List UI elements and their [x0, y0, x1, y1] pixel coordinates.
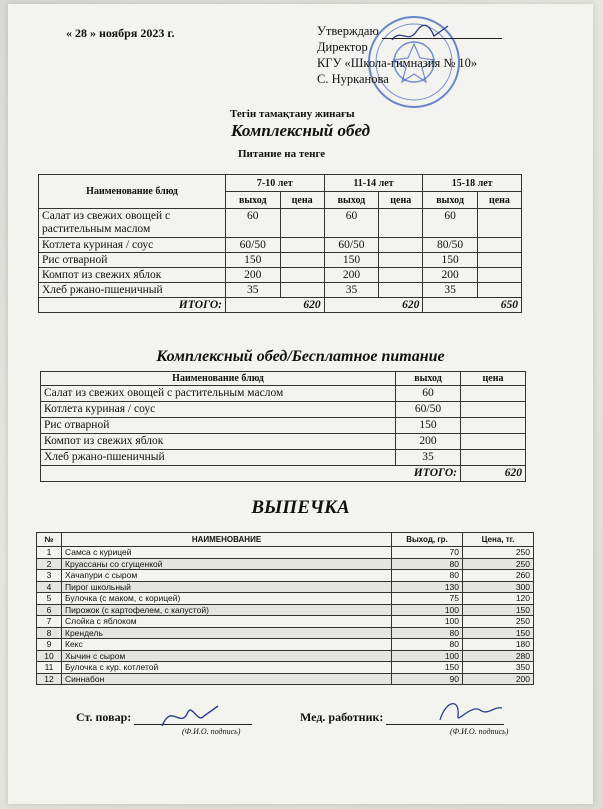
item-price: 260	[463, 570, 534, 582]
dish-output: 60	[324, 209, 379, 238]
table-row	[41, 434, 526, 450]
menu1-header-age: 15-18 лет	[423, 175, 522, 192]
menu1-subheader: выход	[324, 192, 379, 209]
row-number: 11	[37, 662, 62, 674]
menu1-table	[38, 174, 522, 313]
item-price: 200	[463, 673, 534, 685]
item-name: Синнабон	[62, 673, 392, 685]
item-price: 280	[463, 650, 534, 662]
menu1-subtitle: Питание на тенге	[238, 148, 326, 160]
approve-director-name: С. Нурканова	[317, 72, 389, 86]
item-name: Самса с курицей	[62, 547, 392, 559]
table-row	[37, 558, 534, 570]
approve-school: КГУ «Школа-гимназия № 10»	[317, 56, 478, 70]
bakery-title: ВЫПЕЧКА	[251, 497, 350, 518]
item-output: 100	[392, 604, 463, 616]
item-output: 80	[392, 558, 463, 570]
table-row	[41, 402, 526, 418]
menu1-subheader: цена	[379, 192, 423, 209]
item-price: 350	[463, 662, 534, 674]
item-output: 100	[392, 650, 463, 662]
menu1-subheader: выход	[226, 192, 281, 209]
table-row	[37, 547, 534, 559]
item-price: 180	[463, 639, 534, 651]
row-number: 10	[37, 650, 62, 662]
item-output: 80	[392, 639, 463, 651]
total-value: 620	[324, 298, 423, 313]
total-row	[41, 466, 526, 482]
item-output: 90	[392, 673, 463, 685]
dish-name: Хлеб ржано-пшеничный	[39, 283, 226, 298]
table-row	[37, 581, 534, 593]
medic-label: Мед. работник:	[300, 710, 384, 724]
dish-output: 60	[423, 209, 478, 238]
item-name: Слойка с яблоком	[62, 616, 392, 628]
table-row	[41, 450, 526, 466]
item-output: 150	[392, 662, 463, 674]
cook-signature-scribble-icon	[158, 698, 222, 734]
approve-position: Директор	[317, 40, 368, 54]
dish-name: Котлета куриная / соус	[41, 402, 396, 418]
item-name: Хычин с сыром	[62, 650, 392, 662]
table-row	[37, 616, 534, 628]
menu1-subheader: выход	[423, 192, 478, 209]
dish-name: Котлета куриная / соус	[39, 238, 226, 253]
free-meal-label: Тегін тамақтану жинағы	[230, 108, 355, 120]
menu2-title: Комплексный обед/Бесплатное питание	[156, 348, 445, 365]
item-price: 300	[463, 581, 534, 593]
item-name: Круассаны со сгущенкой	[62, 558, 392, 570]
dish-name: Рис отварной	[41, 418, 396, 434]
menu1-header-dish: Наименование блюд	[39, 175, 226, 209]
dish-output: 60/50	[396, 402, 461, 418]
menu2-header-output: выход	[396, 372, 461, 386]
bakery-table	[36, 532, 534, 685]
bakery-header-price: Цена, тг.	[463, 533, 534, 547]
dish-name: Хлеб ржано-пшеничный	[41, 450, 396, 466]
item-output: 100	[392, 616, 463, 628]
dish-name: Салат из свежих овощей с растительным маслом	[39, 209, 226, 238]
menu1-title: Комплексный обед	[230, 121, 371, 140]
table-row	[37, 627, 534, 639]
item-name: Крендель	[62, 627, 392, 639]
table-row	[39, 209, 522, 238]
table-row	[41, 418, 526, 434]
approve-label: Утверждаю	[317, 24, 379, 38]
table-row	[37, 570, 534, 582]
item-output: 75	[392, 593, 463, 605]
dish-output: 200	[423, 268, 478, 283]
item-output: 130	[392, 581, 463, 593]
item-output: 70	[392, 547, 463, 559]
table-row	[37, 604, 534, 616]
dish-output: 35	[396, 450, 461, 466]
row-number: 3	[37, 570, 62, 582]
dish-output: 35	[226, 283, 281, 298]
row-number: 2	[37, 558, 62, 570]
dish-output: 150	[396, 418, 461, 434]
table-row	[41, 386, 526, 402]
dish-output: 35	[423, 283, 478, 298]
dish-output: 35	[324, 283, 379, 298]
document-date: « 28 » ноября 2023 г.	[66, 26, 175, 40]
bakery-header-name: НАИМЕНОВАНИЕ	[62, 533, 392, 547]
table-row	[39, 238, 522, 253]
dish-output: 150	[423, 253, 478, 268]
dish-name: Салат из свежих овощей с растительным маслом	[41, 386, 396, 402]
item-output: 80	[392, 570, 463, 582]
menu1-subheader: цена	[280, 192, 324, 209]
document-sheet	[8, 4, 593, 804]
medic-signature-scribble-icon	[436, 694, 506, 728]
cook-label: Ст. повар:	[76, 710, 132, 724]
item-name: Кекс	[62, 639, 392, 651]
total-label: ИТОГО:	[39, 298, 226, 313]
bakery-header-output: Выход, гр.	[392, 533, 463, 547]
table-row	[37, 639, 534, 651]
table-row	[39, 253, 522, 268]
dish-output: 60	[396, 386, 461, 402]
row-number: 5	[37, 593, 62, 605]
dish-name: Рис отварной	[39, 253, 226, 268]
total-label: ИТОГО:	[41, 466, 461, 482]
row-number: 8	[37, 627, 62, 639]
menu2-header-dish: Наименование блюд	[41, 372, 396, 386]
item-price: 120	[463, 593, 534, 605]
dish-name: Компот из свежих яблок	[41, 434, 396, 450]
row-number: 7	[37, 616, 62, 628]
menu2-header-price: цена	[461, 372, 526, 386]
dish-output: 150	[226, 253, 281, 268]
dish-output: 200	[226, 268, 281, 283]
dish-output: 150	[324, 253, 379, 268]
menu1-subheader: цена	[477, 192, 521, 209]
total-row	[39, 298, 522, 313]
dish-name: Компот из свежих яблок	[39, 268, 226, 283]
row-number: 1	[37, 547, 62, 559]
dish-output: 60/50	[324, 238, 379, 253]
table-row	[39, 283, 522, 298]
menu1-header-age: 7-10 лет	[226, 175, 325, 192]
cook-hint: (Ф.И.О. подпись)	[182, 727, 241, 736]
row-number: 12	[37, 673, 62, 685]
item-name: Пирожок (с картофелем, с капустой)	[62, 604, 392, 616]
approve-signature-line	[382, 26, 502, 39]
table-row	[37, 673, 534, 685]
total-value: 620	[226, 298, 325, 313]
row-number: 6	[37, 604, 62, 616]
item-name: Булочка (с маком, с корицей)	[62, 593, 392, 605]
row-number: 4	[37, 581, 62, 593]
item-price: 250	[463, 616, 534, 628]
total-value: 650	[423, 298, 522, 313]
dish-output: 200	[324, 268, 379, 283]
medic-hint: (Ф.И.О. подпись)	[450, 727, 509, 736]
dish-output: 80/50	[423, 238, 478, 253]
bakery-header-no: №	[37, 533, 62, 547]
dish-output: 200	[396, 434, 461, 450]
menu1-header-age: 11-14 лет	[324, 175, 423, 192]
table-row	[37, 593, 534, 605]
item-price: 150	[463, 627, 534, 639]
table-row	[39, 268, 522, 283]
item-name: Булочка с кур. котлетой	[62, 662, 392, 674]
item-name: Пирог школьный	[62, 581, 392, 593]
dish-output: 60	[226, 209, 281, 238]
item-price: 250	[463, 547, 534, 559]
table-row	[37, 662, 534, 674]
item-price: 150	[463, 604, 534, 616]
total-value: 620	[461, 466, 526, 482]
item-output: 80	[392, 627, 463, 639]
approval-block	[317, 23, 502, 87]
table-row	[37, 650, 534, 662]
row-number: 9	[37, 639, 62, 651]
item-price: 250	[463, 558, 534, 570]
menu2-table	[40, 371, 526, 482]
item-name: Хачапури с сыром	[62, 570, 392, 582]
dish-output: 60/50	[226, 238, 281, 253]
